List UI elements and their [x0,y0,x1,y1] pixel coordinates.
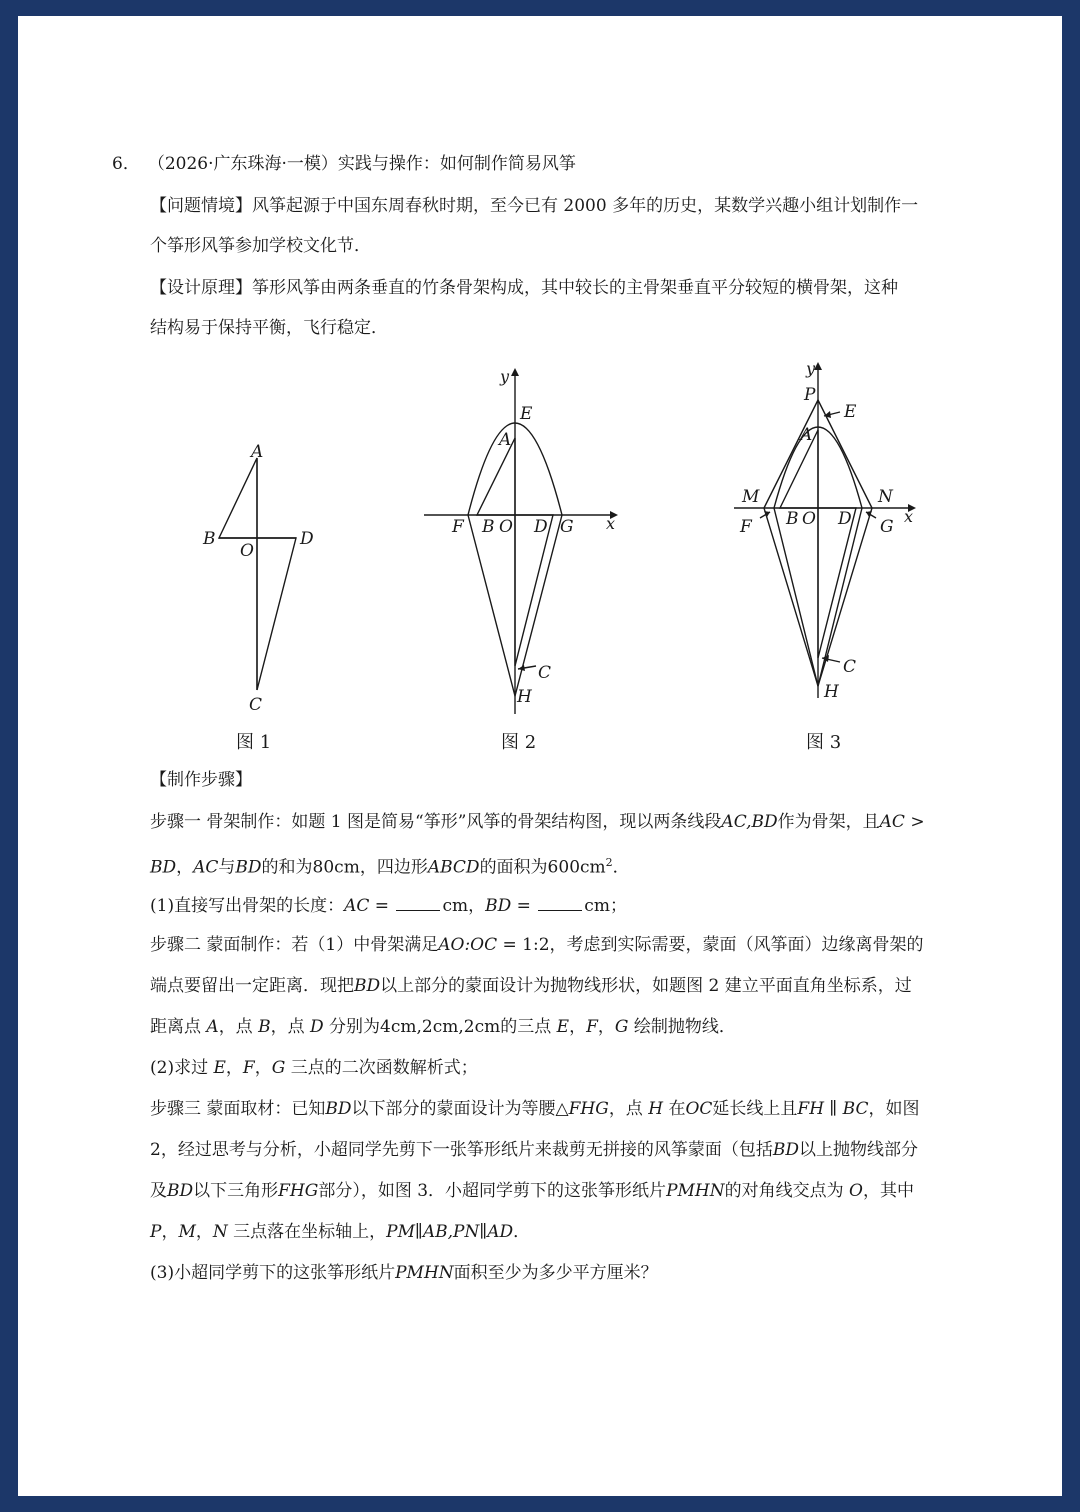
problem-line-2 [150,234,371,258]
fig3-label-b: B [786,509,799,529]
step2-math-ratio-value: = 1:2 [497,935,550,955]
fig2-label-x: x [606,514,616,533]
fig2-label-c: C [538,663,552,683]
step2-line-1 [150,933,924,957]
question-2 [150,1056,478,1080]
fig3-label-e: E [844,402,857,422]
q2-math-f: F [242,1058,255,1078]
fig2-label-g: G [560,517,574,537]
step2-math-d: D [310,1017,324,1037]
design-line-1 [150,276,898,300]
step3-text-a: 步骤三 蒙面取材：已知 [150,1099,326,1119]
q1-equals-2: = [511,896,537,916]
problem-text-1: 风筝起源于中国东周春秋时期，至今已有 2000 多年的历史，某数学兴趣小组计划制作一 [252,196,919,216]
fig3-label-d: D [838,509,852,529]
q2-text-b: ， [225,1058,243,1078]
step2-text-e: 距离点 [150,1017,207,1037]
step3-text-r: ． [513,1222,531,1242]
step2-text-k: 绘制抛物线． [628,1017,736,1037]
step1-text-g: ． [612,857,630,878]
step2-math-bd: BD [354,976,381,996]
design-text-1: 筝形风筝由两条垂直的竹条骨架构成，其中较长的主骨架垂直平分较短的横骨架，这种 [252,278,898,298]
step2-line-3 [150,1015,736,1039]
fig2-label-h: H [517,687,532,707]
step1-line-1 [150,810,925,834]
design-line-2 [150,316,388,340]
step3-text-k: 部分），如图 3．小超同学剪下的这张筝形纸片 [318,1181,667,1201]
step1-text-f: 的面积为600cm [479,857,606,878]
step3-text-j: 以下三角形 [193,1181,279,1201]
step3-math-parallels: PM∥AB,PN∥AD [386,1222,514,1242]
step3-text-n: ，其中 [862,1181,914,1201]
q2-text-a: (2)求过 [150,1058,214,1078]
step2-math-ratio: AO:OC [438,935,498,955]
step3-math-bd-3: BD [167,1181,194,1201]
q3-text-b: 面积至少为多少平方厘米？ [453,1263,658,1283]
step3-math-n: N [212,1222,228,1242]
fig2-y-arrowhead [511,368,519,376]
fig3-label-f: F [740,517,752,537]
question-title: 实践与操作：如何制作简易风筝 [337,154,576,174]
step2-line-2 [150,974,912,998]
fig2-label-d: D [534,517,548,537]
fig1-label-c: C [249,695,263,715]
step1-superscript: 2 [605,856,613,869]
step1-text-a: 步骤一 骨架制作：如题 1 图是简易“筝形”风筝的骨架结构图，现以两条线段 [150,812,722,832]
step2-math-a: A [206,1017,219,1037]
q1-math-ac: AC [344,896,370,916]
fig2-label-e: E [520,404,533,424]
question-1 [150,892,627,918]
step3-line-2 [150,1138,918,1162]
step3-text-q: 三点落在坐标轴上， [227,1222,387,1242]
step1-line-2 [150,851,630,880]
fig3-label-a: A [800,425,813,445]
figure-3-caption: 图 3 [806,732,842,753]
figure-1-caption: 图 1 [236,732,272,753]
fig2-kite [477,438,553,666]
design-text-2: 结构易于保持平衡，飞行稳定． [150,318,388,338]
fig2-label-y: y [500,367,510,386]
fig3-arrowhead-f [764,511,770,517]
fig3-arrowhead-g [866,511,872,517]
step3-text-e: 延长线上且 [712,1099,798,1119]
step3-line-3 [150,1179,914,1203]
fig3-y-arrowhead [814,362,822,370]
figure-2 [420,366,630,716]
fig3-label-m: M [742,487,760,507]
q1-equals-1: = [369,896,395,916]
fig3-label-x: x [904,507,914,526]
problem-line-1 [150,194,918,218]
q1-text-b: cm， [442,896,486,916]
step3-text-c: ，点 [608,1099,649,1119]
step1-math-abcd: ABCD [427,857,480,878]
fig2-label-a: A [499,430,512,450]
question-source: （2026·广东珠海·一模） [147,154,338,174]
fig1-label-d: D [300,529,314,549]
q1-math-bd: BD [485,896,512,916]
step3-math-p: P [150,1222,162,1242]
q1-text-c: cm； [584,896,627,916]
figure-2-caption: 图 2 [501,732,537,753]
step3-line-1 [150,1097,920,1121]
step1-math-ac-gt: AC > [879,812,925,832]
q1-text-a: (1)直接写出骨架的长度： [150,896,345,916]
step3-text-p: ， [195,1222,213,1242]
fig1-label-a: A [251,442,264,462]
problem-label: 【问题情境】 [150,196,252,216]
step1-text-c: ， [176,857,194,878]
steps-label: 【制作步骤】 [150,770,252,790]
step3-math-fhg: △FHG [555,1099,609,1119]
step3-text-g: 2，经过思考与分析，小超同学先剪下一张筝形纸片来裁剪无拼接的风筝蒙面（包括 [150,1140,773,1160]
step2-text-j: ， [597,1017,615,1037]
step1-text-d: 与 [218,857,236,878]
step2-math-f: F [586,1017,598,1037]
step3-line-4 [150,1220,530,1244]
step3-math-o: O [849,1181,863,1201]
step2-text-g: ，点 [270,1017,310,1037]
step3-math-bd: BD [325,1099,352,1119]
fig2-label-o: O [499,517,513,537]
fig3-label-c: C [843,657,857,677]
fig1-label-o: O [240,541,254,561]
question-number: 6． [112,154,140,174]
step3-math-oc: OC [685,1099,713,1119]
q3-math-pmhn: PMHN [395,1263,454,1283]
step3-text-l: 的对角线交点为 [724,1181,850,1201]
fig3-label-p: P [804,385,816,405]
step2-text-f: ，点 [218,1017,259,1037]
step3-math-parallel: FH ∥ BC [797,1099,869,1119]
step1-math-ac: AC [193,857,219,878]
fig3-label-y: y [806,359,816,378]
step3-text-f: ，如图 [868,1099,920,1119]
step2-text-h: 分别为4cm,2cm,2cm的三点 [323,1017,557,1037]
q2-math-g: G [271,1058,286,1078]
fig3-label-g: G [880,517,894,537]
figure-1 [190,436,330,726]
problem-text-2: 个筝形风筝参加学校文化节． [150,236,371,256]
step2-text-c: 端点要留出一定距离．现把 [150,976,354,996]
q2-math-e: E [213,1058,226,1078]
fig3-label-h: H [824,682,839,702]
question-3 [150,1261,658,1285]
q2-text-d: 三点的二次函数解析式； [285,1058,478,1078]
step2-text-a: 步骤二 蒙面制作：若（1）中骨架满足 [150,935,439,955]
step3-math-pmhn: PMHN [666,1181,725,1201]
fig3-label-n: N [878,487,893,507]
step2-text-i: ， [569,1017,587,1037]
step3-text-i: 及 [150,1181,167,1201]
q3-text-a: (3)小超同学剪下的这张筝形纸片 [150,1263,396,1283]
fig2-label-f: F [452,517,464,537]
step1-math-ac-bd: AC,BD [721,812,778,832]
step3-text-h: 以上抛物线部分 [798,1140,918,1160]
step2-math-e: E [556,1017,570,1037]
step2-math-g: G [614,1017,629,1037]
design-label: 【设计原理】 [150,278,252,298]
fig1-label-b: B [203,529,216,549]
step3-text-o: ， [161,1222,179,1242]
step3-math-fhg-2: FHG [278,1181,319,1201]
step3-math-h: H [648,1099,664,1119]
q1-blank-bd[interactable] [538,892,582,911]
step1-text-e: 的和为80cm，四边形 [261,857,428,878]
step1-text-b: 作为骨架，且 [777,812,880,832]
fig2-label-b: B [482,517,495,537]
step3-math-m: M [178,1222,196,1242]
step2-text-b: ，考虑到实际需要，蒙面（风筝面）边缘离骨架的 [549,935,924,955]
step3-text-d: 在 [663,1099,686,1119]
step1-math-bd-2: BD [235,857,262,878]
step1-math-bd: BD [150,857,177,878]
step2-math-b: B [258,1017,271,1037]
fig3-kite [780,430,856,658]
step3-math-bd-2: BD [772,1140,799,1160]
step3-text-b: 以下部分的蒙面设计为等腰 [351,1099,556,1119]
fig3-label-o: O [802,509,816,529]
q2-text-c: ， [254,1058,272,1078]
q1-blank-ac[interactable] [396,892,440,911]
step2-text-d: 以上部分的蒙面设计为抛物线形状，如题图 2 建立平面直角坐标系，过 [380,976,912,996]
question-header [112,152,576,176]
figure-3 [730,356,930,706]
